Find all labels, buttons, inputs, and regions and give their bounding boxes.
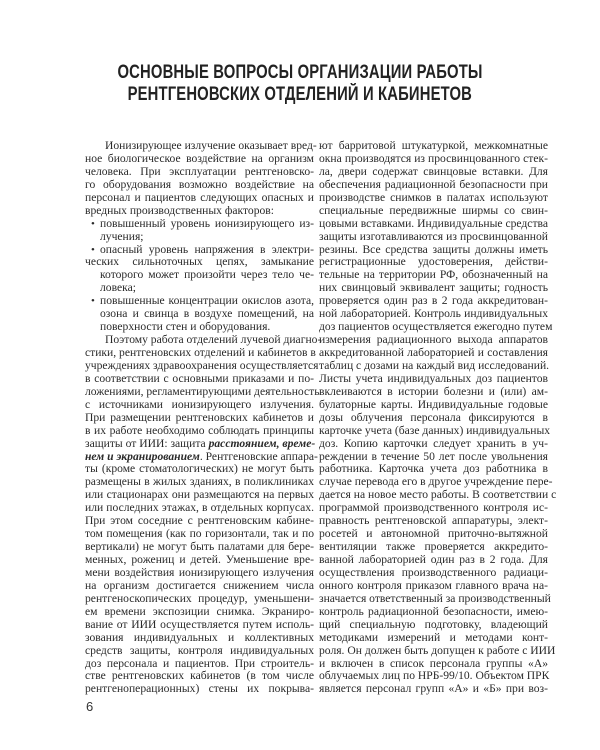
text-line: ной лабораторией. Контроль индивидуальных (319, 307, 548, 321)
text-line: специальные передвижные ширмы со свин- (319, 203, 548, 217)
text-line: При размещении рентгеновских кабинетов и (85, 410, 314, 424)
text-line: рентгеноскопических процедур, уменьшени- (85, 591, 314, 605)
text-line: таблиц с дозами на каждый вид исследований. (319, 358, 550, 372)
text-line: персонал и пациентов следующих опасных и (85, 190, 314, 204)
page-title-line-1 (0, 62, 600, 84)
text-line: тельные на территории РФ, обозначенный на (319, 268, 548, 282)
text-line: росетей и автономной приточно-вытяжной (319, 527, 548, 541)
text-line: аккредитованной лабораторией и составления (319, 346, 548, 359)
text-line: программой производственного контроля ис- (319, 501, 548, 515)
text-line: или стационарах они размещаются на первых (85, 488, 314, 502)
text-line: значается ответственный за производственный (319, 591, 551, 605)
text-line: ловека; (100, 281, 136, 295)
text-line: озона и свинца в воздухе помещений, на (100, 307, 314, 321)
text-line: ложениями, регламентирующими деятельность (85, 384, 320, 398)
text-line: случае перевода его в другое учреждение пере- (319, 475, 553, 489)
text-line: производстве снимков в палатах используют (319, 190, 548, 204)
text-line: в соответствии с основными приказами и по- (85, 371, 314, 385)
text-line: правность рентгеновской аппаратуры, элект- (319, 514, 548, 528)
text-segment: . Рентгеновские аппара- (199, 449, 318, 463)
text-line: ческих сильноточных цепях, замыкание (85, 255, 314, 269)
page-number: 6 (86, 699, 94, 714)
title-text: РЕНТГЕНОВСКИХ ОТДЕЛЕНИЙ И КАБИНЕТОВ (127, 84, 473, 105)
text-line: лучения; (100, 229, 144, 243)
text-line: в их работе необходимо соблюдать принципы (85, 423, 314, 437)
text-line: дается на новое место работы. В соответствии с (319, 488, 557, 502)
text-line: вентиляции также проверяется аккредито- (319, 540, 548, 554)
text-line: является персонал групп «А» и «Б» при воз- (319, 682, 548, 696)
text-segment: защиты от ИИИ: защита (85, 436, 209, 450)
text-line: поверхности стен и оборудования. (100, 320, 271, 334)
text-line: ты (кроме стоматологических) не могут быть (85, 462, 314, 476)
text-line: Листы учета индивидуальных доз пациентов (319, 371, 548, 385)
text-line: го оборудования возможно воздействие на (85, 177, 314, 191)
text-line: том помещения (как по горизонтали, так и по (85, 527, 314, 541)
text-line: стве рентгеновских кабинетов (в том числе (85, 669, 314, 683)
text-line: работника. Карточка учета доз работника в (319, 462, 548, 476)
text-line: онного контроля приказом главного врача на- (319, 578, 548, 592)
text-line: с источниками ионизирующего излучения. (85, 397, 314, 411)
text-line: Ионизирующее излучение оказывает вред- (105, 139, 317, 152)
text-line: контроль радиационной безопасности, имею- (319, 604, 548, 618)
text-line: размещены в жилых зданиях, в поликлиниках (85, 475, 314, 489)
text-line: и включен в список персонала группы «А» (319, 656, 548, 670)
text-line: средств защиты, контроля индивидуальных (85, 643, 314, 657)
text-line: которого может произойти через тело че- (100, 268, 314, 282)
text-line: ла, двери содержат свинцовые вставки. Для (319, 164, 548, 178)
text-line: облучаемых лиц по НРБ-99/10. Объектом ПРК (319, 669, 550, 683)
text-line: вклеиваются в истории болезни и (или) ам- (319, 384, 548, 398)
text-line: ное биологическое воздействие на организм (85, 151, 314, 165)
text-line: защиты изготавливаются из просвинцованной (319, 229, 548, 243)
text-line: ют барритовой штукатуркой, межкомнатные (319, 139, 548, 152)
text-line: учреждениях здравоохранения осуществляется (85, 358, 319, 372)
right-text-column (319, 139, 557, 696)
text-line: или последних этажах, в отдельных корпусах. (85, 501, 314, 515)
text-line: доз. Копию карточки следует хранить в уч- (319, 436, 548, 450)
page-title-line-2 (0, 84, 600, 106)
text-line: рентгеноперационных) стены их покрыва- (85, 682, 314, 696)
text-line: При этом соседние с рентгеновским кабине- (85, 514, 314, 528)
text-line: них свинцовый эквивалент защиты; годность (319, 281, 548, 295)
text-line: регистрационные удостоверения, действи- (319, 255, 548, 269)
text-line: доз персонала и пациентов. При строитель- (85, 656, 314, 670)
text-line: вредных производственных факторов: (85, 203, 274, 217)
emphasized-text: нем и экранированием (85, 449, 200, 463)
text-line: стики, рентгеновских отделений и кабинетов в (85, 346, 316, 359)
text-line: осуществления производственного радиаци- (319, 565, 548, 579)
text-line: зования индивидуальных и коллективных (85, 630, 314, 644)
text-line: цовыми вставками. Индивидуальные средства (319, 216, 548, 230)
text-line: вертикали) не могут быть палатами для бере- (85, 540, 314, 554)
text-line: ванной лабораторией один раз в 2 года. Для (319, 553, 548, 566)
left-text-column (85, 139, 322, 696)
bullet-list-item-line: • повышенный уровень ионизирующего из- (85, 218, 314, 231)
text-line: на организм достигается снижением числа (85, 578, 314, 592)
text-line: дозы облучения персонала фиксируются в (319, 410, 548, 424)
text-line: окна производятся из просвинцованного стек- (319, 151, 548, 165)
text-line: резины. Все средства защиты должны иметь (319, 242, 548, 256)
text-line: мени воздействия ионизирующего излучения (85, 565, 314, 579)
text-line: Поэтому работа отделений лучевой диагно- (105, 333, 322, 347)
text-line: доз пациентов осуществляется ежегодно путем (319, 320, 553, 334)
text-line: карточке учета (базе данных) индивидуальных (319, 423, 551, 437)
text-line: ем времени экспозиции снимка. Экраниро- (85, 604, 314, 618)
text-line: методиками измерений и методами конт- (319, 630, 548, 644)
text-line: человека. При эксплуатации рентгеновско- (85, 164, 314, 178)
text-line: менных, рожениц и детей. Уменьшение вре- (85, 553, 314, 566)
text-line: обеспечения радиационной безопасности при (319, 177, 548, 191)
emphasized-text: расстоянием, време- (208, 436, 316, 450)
text-line: булаторные карты. Индивидуальные годовые (319, 397, 548, 411)
bullet-list-item-line: • опасный уровень напряжения в электри- (85, 244, 314, 257)
text-line: проверяется один раз в 2 года аккредитован- (319, 294, 548, 308)
text-line: роля. Он должен быть допущен к работе с ИИИ (319, 643, 556, 657)
text-line: измерения радиационного выхода аппаратов (319, 333, 548, 347)
text-line: щий специальную подготовку, владеющий (319, 617, 548, 631)
title-text: ОСНОВНЫЕ ВОПРОСЫ ОРГАНИЗАЦИИ РАБОТЫ (117, 62, 483, 83)
text-line: вание от ИИИ осуществляется путем исполь- (85, 617, 314, 631)
bullet-list-item-line: • повышенные концентрации окислов азота, (85, 295, 314, 308)
text-line: реждении в течение 50 лет после увольнения (319, 449, 548, 463)
